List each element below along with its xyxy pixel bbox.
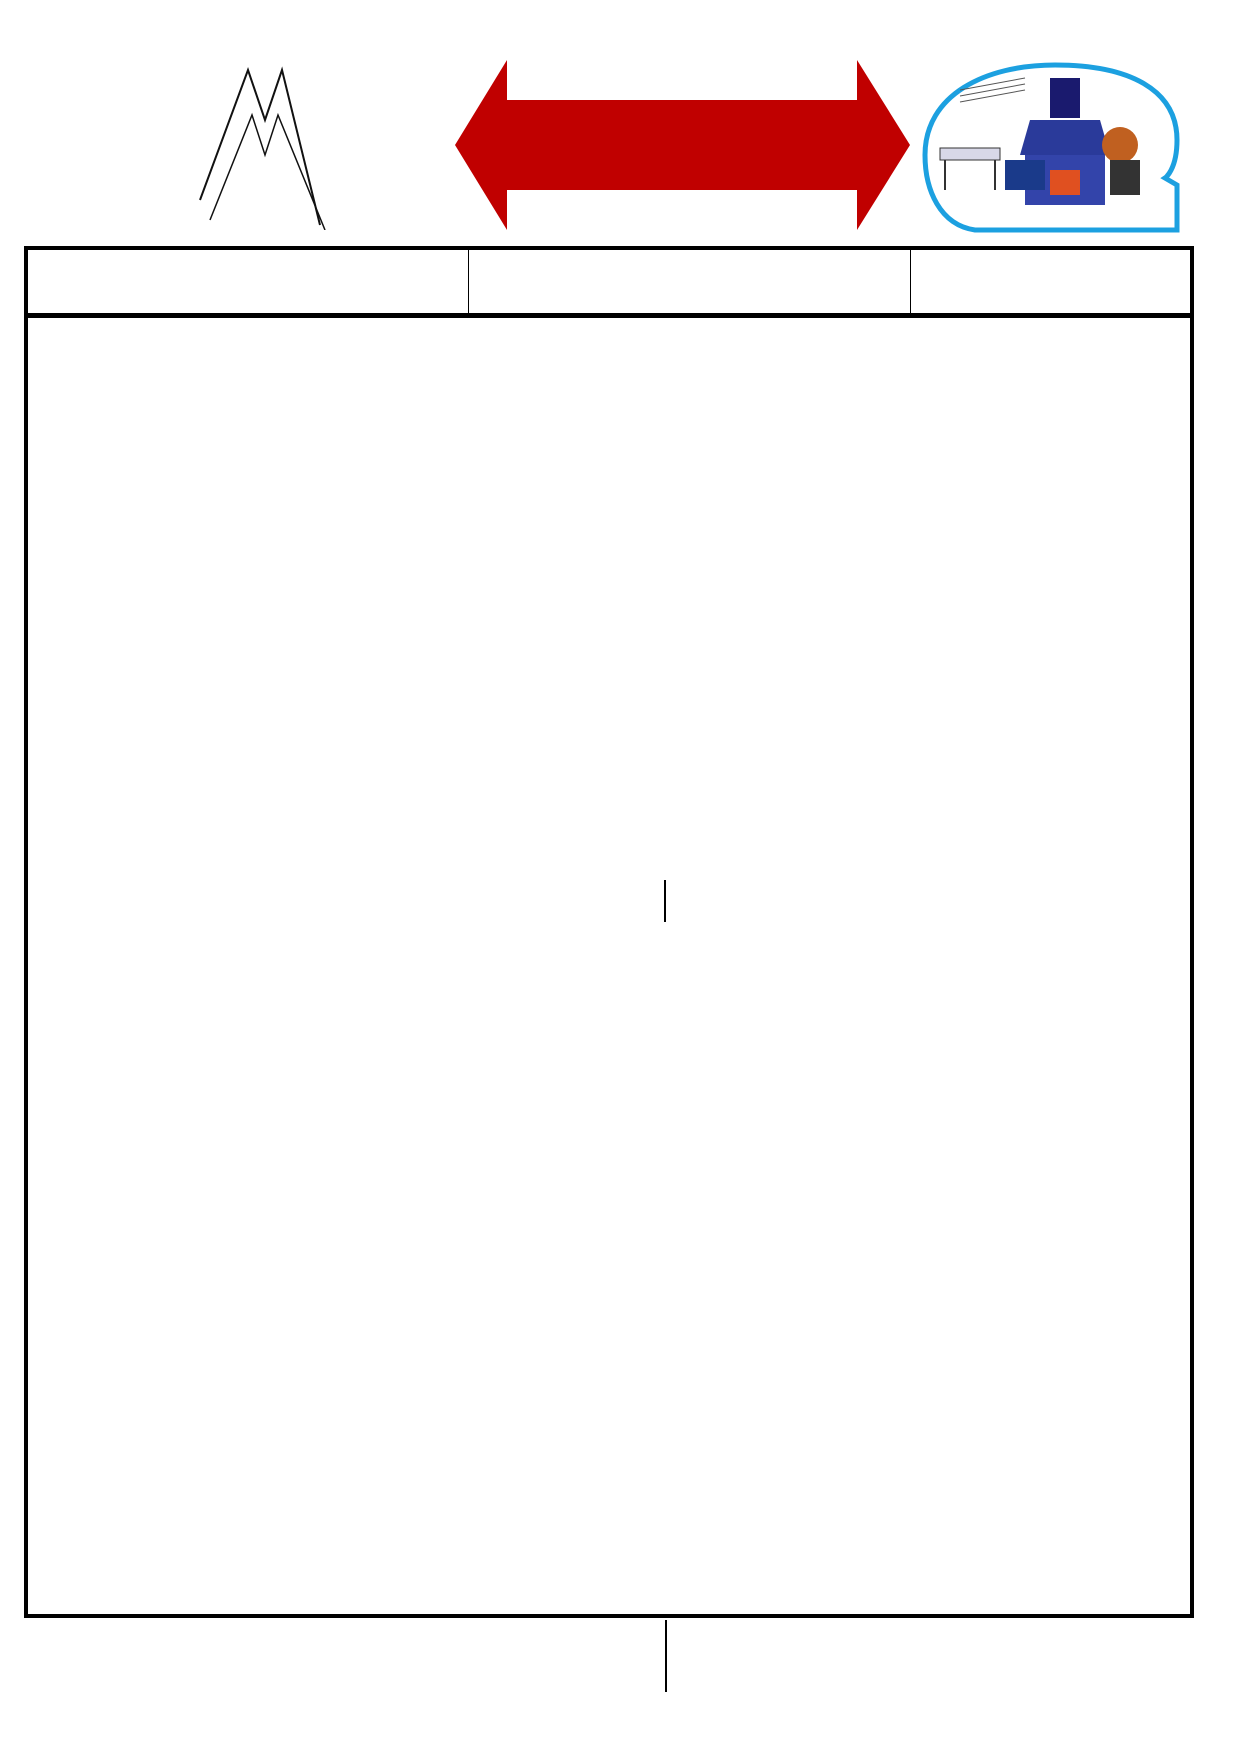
table-header-row bbox=[28, 250, 1190, 318]
dance-table bbox=[24, 246, 1194, 1618]
column-header-variantes bbox=[911, 250, 1190, 313]
column-header-danses bbox=[469, 250, 911, 313]
event-banner bbox=[455, 60, 910, 230]
la-forge-logo bbox=[915, 60, 1185, 235]
dancer-mark-icon bbox=[170, 60, 330, 230]
aziliz-manrow-logo bbox=[70, 60, 450, 230]
stray-mark-line bbox=[664, 880, 666, 922]
vertical-mark-line bbox=[665, 1620, 667, 1692]
double-arrow-icon bbox=[455, 60, 910, 230]
column-header-titres bbox=[28, 250, 469, 313]
table-grid bbox=[28, 250, 1190, 1614]
forge-illustration-icon bbox=[915, 60, 1185, 235]
